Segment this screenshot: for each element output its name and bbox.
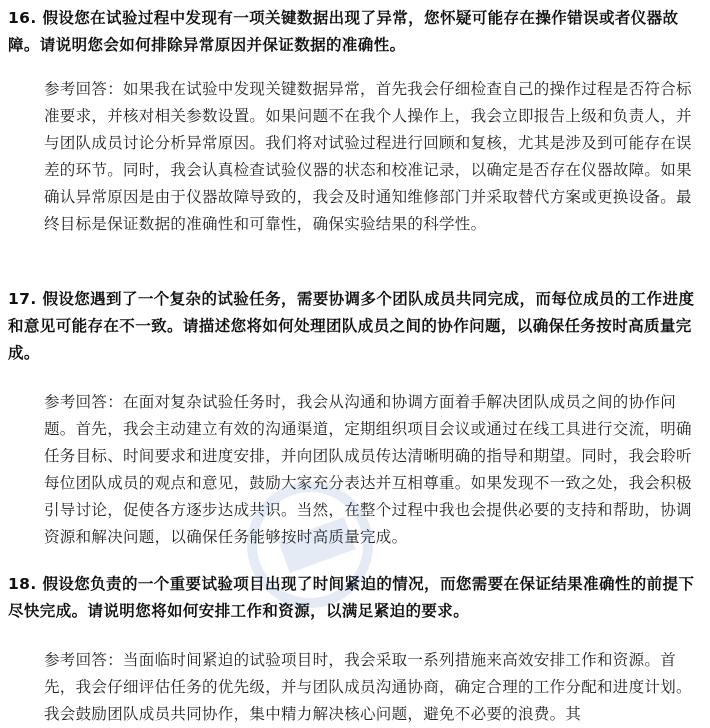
question-16: 16. 假设您在试验过程中发现有一项关键数据出现了异常，您怀疑可能存在操作错误或者仪器故障。请说明您会如何排除异常原因并保证数据的准确性。 xyxy=(8,9,679,54)
answer-16: 参考回答：如果我在试验中发现关键数据异常，首先我会仔细检查自己的操作过程是否符合标准要求，并核对相关参数设置。如果问题不在我个人操作上，我会立即报告上级和负责人，并与团队成员讨论分析异常原因。我们将对试验过程进行回顾和复核，尤其是涉及到可能存在误差的环节。同时，我会认真检查试验仪器的状态和校准记录，以确定是否存在仪器故障。如果确认异常原因是由于仪器故障导致的，我会及时通知维修部门并采取替代方案或更换设备。最终目标是保证数据的准确性和可靠性，确保实验结果的科学性。 xyxy=(44,80,692,233)
question-18: 18. 假设您负责的一个重要试验项目出现了时间紧迫的情况，而您需要在保证结果准确性的前提下尽快完成。请说明您将如何安排工作和资源，以满足紧迫的要求。 xyxy=(8,575,695,620)
question-17: 17. 假设您遇到了一个复杂的试验任务，需要协调多个团队成员共同完成，而每位成员的工作进度和意见可能存在不一致。请描述您将如何处理团队成员之间的协作问题，以确保任务按时高质量完成。 xyxy=(8,290,695,362)
answer-18: 参考回答：当面临时间紧迫的试验项目时，我会采取一系列措施来高效安排工作和资源。首先，我会仔细评估任务的优先级，并与团队成员沟通协商，确定合理的工作分配和进度计划。我会鼓励团队成员共同协作，集中精力解决核心问题，避免不必要的浪费。其 xyxy=(44,651,692,723)
answer-17: 参考回答：在面对复杂试验任务时，我会从沟通和协调方面着手解决团队成员之间的协作问题。首先，我会主动建立有效的沟通渠道，定期组织项目会议或通过在线工具进行交流，明确任务目标、时间要求和进度安排，并向团队成员传达清晰明确的指导和期望。同时，我会聆听每位团队成员的观点和意见，鼓励大家充分表达并互相尊重。如果发现不一致之处，我会积极引导讨论，促使各方逐步达成共识。当然，在整个过程中我也会提供必要的支持和帮助，协调资源和解决问题，以确保任务能够按时高质量完成。 xyxy=(44,393,692,546)
